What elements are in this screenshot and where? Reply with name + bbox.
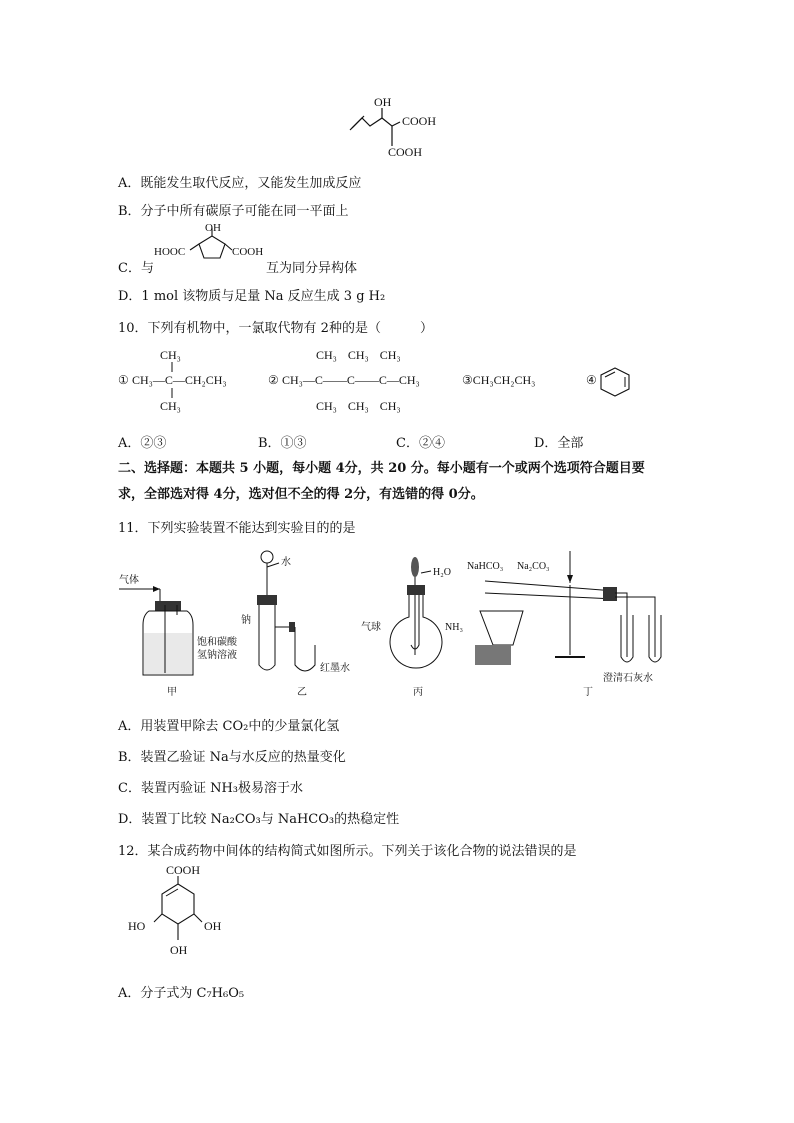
apparatus-jia bbox=[119, 573, 238, 698]
q9-option-c-prefix: C．与 bbox=[118, 261, 154, 276]
water-label: 水 bbox=[281, 557, 291, 568]
q11-stem: 11．下列实验装置不能达到实验目的的是 bbox=[118, 521, 356, 536]
h2o-label: H₂O bbox=[433, 567, 451, 578]
q12-stem: 12．某合成药物中间体的结构简式如图所示。下列关于该化合物的说法错误的是 bbox=[118, 844, 577, 859]
c-oh-label: OH bbox=[205, 222, 221, 234]
apparatus-bing bbox=[361, 557, 463, 698]
gas-label: 气体 bbox=[119, 575, 139, 586]
apparatus-yi bbox=[241, 551, 350, 698]
s2-top: CH₃ CH₃ CH₃ bbox=[316, 348, 401, 362]
q11-option-b: B．装置乙验证 Na与水反应的热量变化 bbox=[118, 750, 346, 765]
cooh-label-1: COOH bbox=[402, 114, 437, 128]
solution-label-2: 氢钠溶液 bbox=[197, 650, 237, 661]
s1-main: CH₃—C—CH₂CH₃ bbox=[132, 373, 227, 387]
c-hooc-label: HOOC bbox=[154, 246, 186, 258]
s1-vbond bbox=[170, 362, 174, 400]
q10-option-a: A．②③ bbox=[118, 436, 167, 451]
q11-option-c: C．装置丙验证 NH₃极易溶于水 bbox=[118, 781, 304, 796]
cooh-label-2: COOH bbox=[388, 145, 423, 159]
q11-apparatus-figure bbox=[115, 545, 675, 700]
nh3-label: NH₃ bbox=[445, 622, 463, 633]
s1-top: CH₃ bbox=[160, 348, 181, 362]
label-jia: 甲 bbox=[167, 687, 177, 698]
solution-label-1: 饱和碳酸 bbox=[197, 637, 237, 648]
section2-line2: 求，全部选对得 4分，选对但不全的得 2分，有选错的得 0分。 bbox=[118, 487, 484, 502]
s4-num: ④ bbox=[586, 373, 597, 387]
s2-num: ② bbox=[268, 373, 279, 387]
s1-num: ① bbox=[118, 373, 129, 387]
q9-option-a: A．既能发生取代反应，又能发生加成反应 bbox=[118, 176, 362, 191]
s2-bottom: CH₃ CH₃ CH₃ bbox=[316, 399, 401, 413]
apparatus-ding bbox=[467, 551, 661, 698]
s1-bottom: CH₃ bbox=[160, 399, 181, 413]
q12-structure bbox=[118, 860, 248, 970]
section2-line1: 二、选择题：本题共 5 小题，每小题 4分，共 20 分。每小题有一个或两个选项符合题目要 bbox=[118, 461, 645, 476]
na2co3-label: Na₂CO₃ bbox=[517, 561, 550, 572]
q10-option-b: B．①③ bbox=[258, 436, 307, 451]
q9-c-structure bbox=[152, 222, 270, 272]
q9-option-d: D．1 mol 该物质与足量 Na 反应生成 3 g H₂ bbox=[118, 289, 386, 304]
q12-oh-right-label: OH bbox=[204, 919, 222, 933]
sodium-label: 钠 bbox=[241, 615, 251, 626]
c-cooh-label: COOH bbox=[232, 246, 264, 258]
q10-option-d: D．全部 bbox=[534, 436, 584, 451]
s3-formula: ③CH₃CH₂CH₃ bbox=[462, 373, 536, 387]
s2-main: CH₃—C——C——C—CH₃ bbox=[282, 373, 420, 387]
label-ding: 丁 bbox=[583, 687, 593, 698]
top-structure bbox=[340, 88, 460, 168]
q10-stem: 10．下列有机物中，一氯取代物有 2种的是（ ） bbox=[118, 321, 433, 336]
q12-oh-bottom-label: OH bbox=[170, 943, 188, 957]
q12-ho-label: HO bbox=[128, 919, 146, 933]
q9-option-b: B．分子中所有碳原子可能在同一平面上 bbox=[118, 204, 349, 219]
q10-option-c: C．②④ bbox=[396, 436, 445, 451]
benzene-icon bbox=[598, 366, 632, 398]
limewater-label: 澄清石灰水 bbox=[603, 673, 653, 684]
nahco3-label: NaHCO₃ bbox=[467, 561, 504, 572]
ink-label: 红墨水 bbox=[320, 663, 350, 674]
label-yi: 乙 bbox=[297, 687, 307, 698]
q12-cooh-label: COOH bbox=[166, 863, 201, 877]
q11-option-a: A．用装置甲除去 CO₂中的少量氯化氢 bbox=[118, 719, 340, 734]
oh-label: OH bbox=[374, 95, 392, 109]
label-bing: 丙 bbox=[413, 687, 423, 698]
q12-option-a: A．分子式为 C₇H₆O₅ bbox=[118, 986, 245, 1001]
q11-option-d: D．装置丁比较 Na₂CO₃与 NaHCO₃的热稳定性 bbox=[118, 812, 400, 827]
balloon-label: 气球 bbox=[361, 622, 381, 633]
q9-option-c-suffix: 互为同分异构体 bbox=[266, 261, 358, 276]
